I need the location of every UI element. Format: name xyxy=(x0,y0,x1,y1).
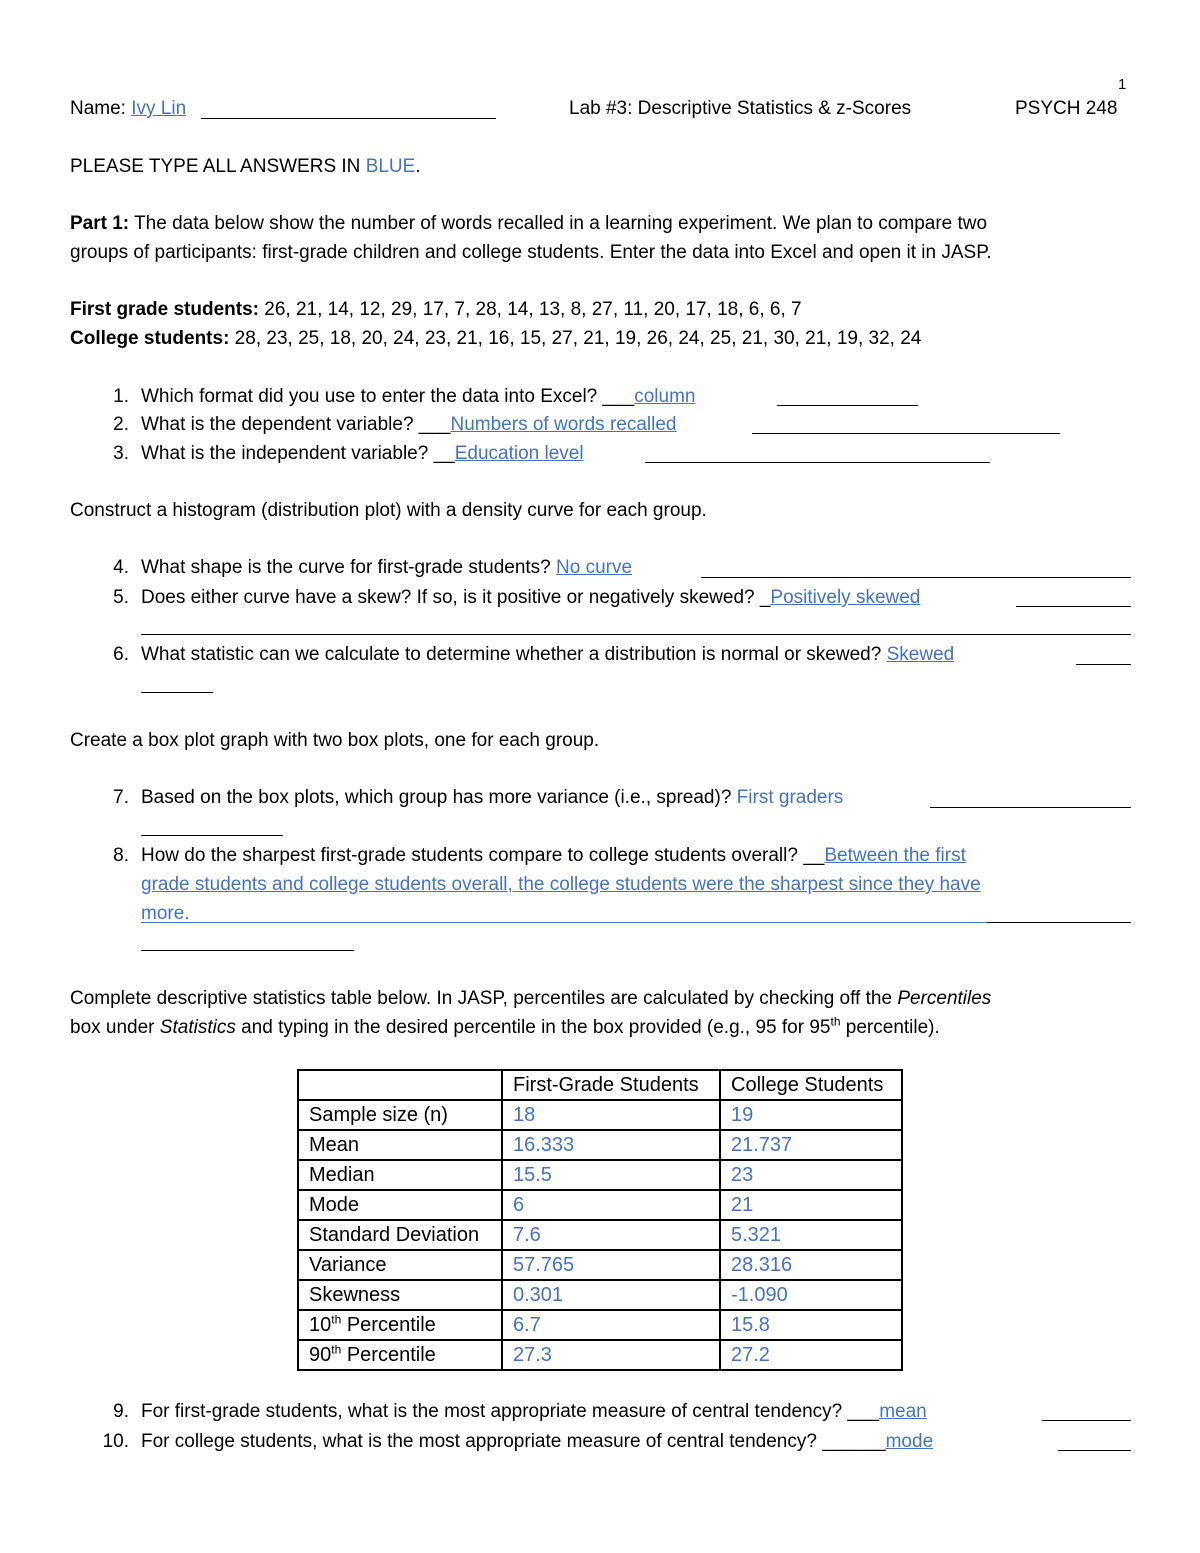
section-boxplot: Create a box plot graph with two box plots, one for each group. xyxy=(70,730,600,751)
college-data xyxy=(70,326,921,352)
first-grade-value[interactable]: 57.765 xyxy=(502,1250,720,1280)
college-value[interactable]: 23 xyxy=(720,1160,902,1190)
question-text: How do the sharpest first-grade students compare to college students overall? __ xyxy=(141,845,825,866)
section-table-text2c: percentile). xyxy=(840,1017,940,1038)
table-row xyxy=(298,1250,902,1280)
row-label-num: 10 xyxy=(309,1314,332,1336)
table-row xyxy=(298,1130,902,1160)
first-grade-data xyxy=(70,297,802,323)
first-grade-value[interactable]: 16.333 xyxy=(502,1130,720,1160)
name-value: Ivy Lin xyxy=(131,98,187,119)
answer-q6: Skewed xyxy=(886,644,955,665)
name-line xyxy=(70,96,186,122)
table-row xyxy=(298,1310,902,1340)
question-4 xyxy=(93,555,632,581)
name-underline xyxy=(201,118,496,119)
table-row xyxy=(298,1190,902,1220)
first-grade-label: First grade students: xyxy=(70,299,259,320)
row-label xyxy=(298,1340,502,1370)
answer-q8-text2: grade students and college students overall, the college students were the sharpest since they have xyxy=(141,874,981,895)
answer-q8-line1: Between the first xyxy=(824,845,966,866)
section-table-line1 xyxy=(70,986,991,1012)
section-histogram: Construct a histogram (distribution plot) with a density curve for each group. xyxy=(70,500,707,521)
row-label-sup: th xyxy=(331,1312,342,1327)
answer-line xyxy=(141,835,283,836)
college-value[interactable]: 5.321 xyxy=(720,1220,902,1250)
table-header-row xyxy=(298,1070,902,1100)
part1-label: Part 1: xyxy=(70,213,130,234)
section-table-italic1: Percentiles xyxy=(897,988,992,1009)
first-grade-value[interactable]: 6 xyxy=(502,1190,720,1220)
row-label-rest: Percentile xyxy=(341,1314,436,1336)
first-grade-value[interactable]: 18 xyxy=(502,1100,720,1130)
section-table-text2b: and typing in the desired percentile in the box provided (e.g., 95 for 95 xyxy=(235,1017,831,1038)
question-number: 7. xyxy=(113,787,129,808)
answer-line xyxy=(141,922,987,923)
course-code: PSYCH 248 xyxy=(1015,98,1118,119)
answer-line xyxy=(1076,664,1131,665)
college-value[interactable]: 15.8 xyxy=(720,1310,902,1340)
answer-line xyxy=(930,807,1131,808)
descriptive-stats-table xyxy=(297,1069,903,1371)
answer-q2: Numbers of words recalled xyxy=(450,414,677,435)
question-number: 5. xyxy=(113,587,129,608)
section-table-text1: Complete descriptive statistics table below. In JASP, percentiles are calculated by checking off the xyxy=(70,988,898,1009)
question-6 xyxy=(93,642,954,668)
answer-q8-text3: more. xyxy=(141,903,190,924)
answer-line xyxy=(141,634,1131,635)
question-text: What shape is the curve for first-grade students? xyxy=(141,557,557,578)
college-label: College students: xyxy=(70,328,230,349)
college-value[interactable]: 21 xyxy=(720,1190,902,1220)
question-9 xyxy=(93,1399,927,1425)
answer-line xyxy=(987,922,1131,923)
table-row xyxy=(298,1100,902,1130)
college-values: 28, 23, 25, 18, 20, 24, 23, 21, 16, 15, 27, 21, 19, 26, 24, 25, 21, 30, 21, 19, 32, 24 xyxy=(229,328,922,349)
instruction-prefix: PLEASE TYPE ALL ANSWERS IN xyxy=(70,156,366,177)
first-grade-values: 26, 21, 14, 12, 29, 17, 7, 28, 14, 13, 8, 27, 11, 20, 17, 18, 6, 6, 7 xyxy=(258,299,802,320)
part1-line2: groups of participants: first-grade children and college students. Enter the data into Excel and open it in JASP. xyxy=(70,242,992,263)
question-number: 3. xyxy=(113,443,129,464)
question-number: 9. xyxy=(113,1401,129,1422)
question-number: 8. xyxy=(113,845,129,866)
section-table-text2a: box under xyxy=(70,1017,160,1038)
question-text: What is the independent variable? __ xyxy=(141,443,455,464)
question-text: Based on the box plots, which group has more variance (i.e., spread)? xyxy=(141,787,737,808)
first-grade-value[interactable]: 7.6 xyxy=(502,1220,720,1250)
table-row xyxy=(298,1220,902,1250)
answer-line xyxy=(1058,1450,1131,1451)
answer-line xyxy=(701,577,1131,578)
answer-q8-line2 xyxy=(141,872,981,898)
instruction xyxy=(70,154,421,180)
row-label: Median xyxy=(298,1160,502,1190)
section-table-line2 xyxy=(70,1015,940,1041)
row-label: Sample size (n) xyxy=(298,1100,502,1130)
row-label xyxy=(298,1310,502,1340)
table-row xyxy=(298,1280,902,1310)
question-1 xyxy=(93,384,695,410)
section-table-sup: th xyxy=(830,1014,841,1029)
table-header-cell: First-Grade Students xyxy=(502,1070,720,1100)
row-label: Mean xyxy=(298,1130,502,1160)
question-2 xyxy=(93,412,676,438)
part1-text-1: The data below show the number of words recalled in a learning experiment. We plan to compare two xyxy=(129,213,988,234)
answer-line xyxy=(752,433,1060,434)
question-text: Does either curve have a skew? If so, is it positive or negatively skewed? _ xyxy=(141,587,771,608)
row-label-rest: Percentile xyxy=(341,1344,436,1366)
name-label: Name: xyxy=(70,98,126,119)
answer-line xyxy=(1016,606,1131,607)
section-table-italic2: Statistics xyxy=(159,1017,236,1038)
question-text: What statistic can we calculate to determine whether a distribution is normal or skewed? xyxy=(141,644,887,665)
part1-line1 xyxy=(70,211,987,237)
question-text: Which format did you use to enter the data into Excel? ___ xyxy=(141,386,635,407)
answer-q9: mean xyxy=(879,1401,927,1422)
row-label: Variance xyxy=(298,1250,502,1280)
question-5 xyxy=(93,585,920,611)
table-row xyxy=(298,1340,902,1370)
question-number: 4. xyxy=(113,557,129,578)
question-3 xyxy=(93,441,584,467)
question-text: What is the dependent variable? ___ xyxy=(141,414,451,435)
first-grade-value[interactable]: 0.301 xyxy=(502,1280,720,1310)
answer-q4: No curve xyxy=(556,557,633,578)
table-header-cell xyxy=(298,1070,502,1100)
answer-q7: First graders xyxy=(736,787,844,808)
table-row xyxy=(298,1160,902,1190)
table-header-cell: College Students xyxy=(720,1070,902,1100)
row-label-num: 90 xyxy=(309,1344,332,1366)
college-value[interactable]: 21.737 xyxy=(720,1130,902,1160)
first-grade-value[interactable]: 15.5 xyxy=(502,1160,720,1190)
college-value[interactable]: 19 xyxy=(720,1100,902,1130)
answer-line xyxy=(141,692,213,693)
answer-line xyxy=(1042,1420,1131,1421)
question-text: For first-grade students, what is the most appropriate measure of central tendency? ___ xyxy=(141,1401,880,1422)
answer-line xyxy=(141,950,354,951)
row-label: Standard Deviation xyxy=(298,1220,502,1250)
college-value[interactable]: 27.2 xyxy=(720,1340,902,1370)
row-label: Mode xyxy=(298,1190,502,1220)
answer-q8-line3 xyxy=(141,901,190,927)
answer-q3: Education level xyxy=(454,443,584,464)
row-label-sup: th xyxy=(331,1342,342,1357)
college-value[interactable]: -1.090 xyxy=(720,1280,902,1310)
college-value[interactable]: 28.316 xyxy=(720,1250,902,1280)
instruction-suffix: . xyxy=(415,156,421,177)
page-number: 1 xyxy=(1118,76,1127,93)
row-label: Skewness xyxy=(298,1280,502,1310)
question-10 xyxy=(93,1429,933,1455)
answer-q1: column xyxy=(634,386,696,407)
question-7 xyxy=(93,785,843,811)
question-8 xyxy=(93,843,966,869)
first-grade-value[interactable]: 6.7 xyxy=(502,1310,720,1340)
question-number: 10. xyxy=(102,1431,129,1452)
instruction-color-word: BLUE xyxy=(365,156,416,177)
question-number: 6. xyxy=(113,644,129,665)
answer-q5: Positively skewed xyxy=(770,587,921,608)
answer-q10: mode xyxy=(885,1431,934,1452)
first-grade-value[interactable]: 27.3 xyxy=(502,1340,720,1370)
question-text: For college students, what is the most appropriate measure of central tendency? ______ xyxy=(141,1431,886,1452)
answer-line xyxy=(777,405,918,406)
answer-line xyxy=(645,462,990,463)
lab-title: Lab #3: Descriptive Statistics & z-Scores xyxy=(569,98,912,119)
question-number: 1. xyxy=(113,386,129,407)
question-number: 2. xyxy=(113,414,129,435)
